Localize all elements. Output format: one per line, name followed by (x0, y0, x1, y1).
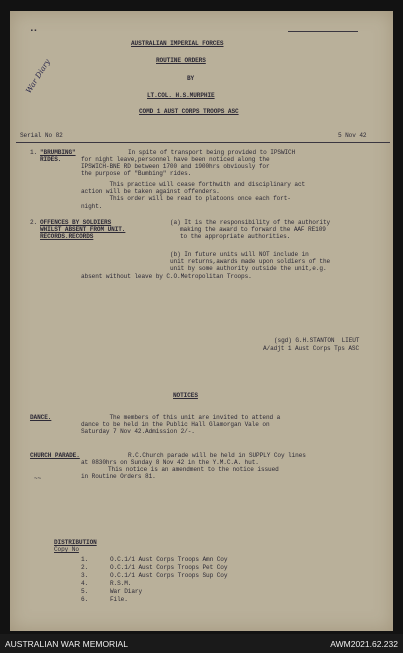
serial-date: 5 Nov 42 (338, 132, 367, 139)
serial-number: Serial No 82 (20, 132, 63, 139)
order-1-heading: RIDES. (40, 156, 62, 163)
order-2-para-a: to the appropriate authorities. (180, 233, 291, 240)
order-2-para-a: making the award to forward the AAF RE109 (180, 226, 326, 233)
notice-church-line: This notice is an amendment to the notice issued (108, 466, 279, 473)
by-line: BY (187, 75, 195, 82)
signature-title: A/adjt 1 Aust Corps Tps ASC (263, 345, 360, 352)
distribution-recipient: O.C.1/1 Aust Corps Troops Pet Coy (110, 564, 228, 571)
distribution-recipient: File. (110, 596, 128, 603)
order-1-line: This practice will cease forthwith and disciplinary act (81, 181, 306, 188)
order-1-line: for night leave,personnel have been noticed along the (81, 156, 270, 163)
footer-source: AUSTRALIAN WAR MEMORIAL (5, 639, 128, 649)
notice-dance-line: Saturday 7 Nov 42.Admission 2/-. (81, 428, 195, 435)
officer-name: LT.COL. H.S.MURPHIE (147, 92, 215, 99)
top-rule (288, 31, 358, 32)
signature-name: (sgd) G.H.STANTON LIEUT (274, 337, 360, 344)
order-1-line: night. (81, 203, 103, 210)
order-2-para-a: (a) It is the responsibility of the authority (170, 219, 331, 226)
notice-church-line: at 0830hrs on Sunday 8 Nov 42 in the Y.M.C.A. hut. (81, 459, 259, 466)
order-1-line: This order will be read to platoons once each fort- (81, 195, 291, 202)
notice-dance-line: dance to be held in the Public Hall Glamorgan Vale on (81, 421, 270, 428)
order-2-heading: RECORDS.RECORDS (40, 233, 94, 240)
notice-dance-heading: DANCE. (30, 414, 52, 421)
order-2-heading: WHILST ABSENT FROM UNIT. (40, 226, 126, 233)
distribution-recipient: O.C.1/1 Aust Corps Troops Amn Coy (110, 556, 228, 563)
order-1-line: the purpose of "Bumbing" rides. (81, 170, 192, 177)
order-2-para-b: unit returns,awards made upon soldiers of the (170, 258, 331, 265)
order-2-para-b: unit by some authority outside the unit,e.g. (170, 265, 327, 272)
notice-church-heading: CHURCH PARADE. (30, 452, 80, 459)
punch-mark: ▪▪ (30, 27, 38, 34)
notice-church-line: in Routine Orders 81. (81, 473, 156, 480)
distribution-copy-number: 2. (81, 564, 89, 571)
notice-church-line: R.C.Church parade will be held in SUPPLY Coy lines (128, 452, 306, 459)
distribution-recipient: R.S.M. (110, 580, 132, 587)
notices-title: NOTICES (173, 392, 198, 399)
distribution-copy-number: 6. (81, 596, 89, 603)
order-2-number: 2. (30, 219, 38, 226)
distribution-copy-number: 5. (81, 588, 89, 595)
order-1-line: action will be taken against offenders. (81, 188, 220, 195)
order-1-number: 1. (30, 149, 38, 156)
order-2-heading: OFFENCES BY SOLDIERS (40, 219, 112, 226)
notice-dance-line: The members of this unit are invited to attend a (81, 414, 281, 421)
pencil-mark: ~~ (34, 475, 42, 482)
order-2-para-b: (b) In future units will NOT include in (170, 251, 309, 258)
document-title: ROUTINE ORDERS (156, 57, 206, 64)
order-2-para-b: absent without leave by C.O.Metropolitan Troops. (81, 273, 252, 280)
footer-bar (0, 634, 403, 653)
distribution-copy-number: 4. (81, 580, 89, 587)
distribution-copy-number: 3. (81, 572, 89, 579)
unit-name: COMD 1 AUST CORPS TROOPS ASC (139, 108, 239, 115)
handwritten-note: War Diary (24, 57, 52, 95)
order-1-line: IPSWICH-BNE RD between 1700 and 1900hrs obviously for (81, 163, 270, 170)
serial-rule (16, 142, 390, 143)
document-page (10, 11, 393, 631)
distribution-subtitle: Copy No (54, 546, 79, 553)
order-1-line: In spite of transport being provided to IPSWICH (128, 149, 296, 156)
force-heading: AUSTRALIAN IMPERIAL FORCES (131, 40, 224, 47)
distribution-title: DISTRIBUTION (54, 539, 97, 546)
distribution-recipient: O.C.1/1 Aust Corps Troops Sup Coy (110, 572, 228, 579)
distribution-recipient: War Diary (110, 588, 143, 595)
footer-accession-id: AWM2021.62.232 (330, 639, 398, 649)
distribution-copy-number: 1. (81, 556, 89, 563)
order-1-heading: "BRUMBING" (40, 149, 76, 156)
